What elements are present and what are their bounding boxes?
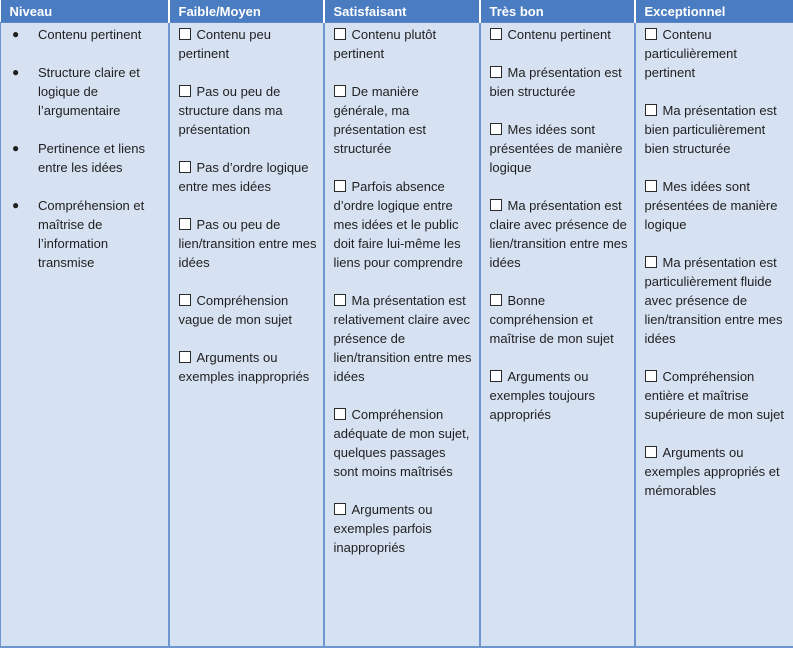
checkbox-icon[interactable] bbox=[179, 161, 191, 173]
checkbox-icon[interactable] bbox=[490, 123, 502, 135]
checkbox-icon[interactable] bbox=[645, 370, 657, 382]
exceptionnel-list bbox=[645, 25, 788, 500]
checkbox-label: Arguments ou exemples appropriés et mémorables bbox=[644, 445, 780, 498]
checkbox-label: Ma présentation est bien particulièrement bien structurée bbox=[644, 103, 777, 156]
checkbox-icon[interactable] bbox=[179, 28, 191, 40]
checkbox-item[interactable] bbox=[179, 348, 317, 386]
checkbox-label: Ma présentation est relativement claire avec présence de lien/transition entre mes idées bbox=[333, 293, 472, 384]
checkbox-icon[interactable] bbox=[490, 28, 502, 40]
checkbox-label: Parfois absence d’ordre logique entre mes idées et le public doit faire lui-même les liens pour comprendre bbox=[333, 179, 463, 270]
checkbox-label: Pas ou peu de lien/transition entre mes idées bbox=[178, 217, 317, 270]
header-satisfaisant: Satisfaisant bbox=[324, 0, 480, 23]
checkbox-icon[interactable] bbox=[490, 199, 502, 211]
checkbox-icon[interactable] bbox=[645, 104, 657, 116]
header-niveau: Niveau bbox=[1, 0, 169, 23]
satisfaisant-list bbox=[334, 25, 473, 557]
checkbox-label: Arguments ou exemples inappropriés bbox=[178, 350, 310, 384]
satisfaisant-cell bbox=[324, 23, 480, 648]
checkbox-label: Ma présentation est claire avec présence de lien/transition entre mes idées bbox=[489, 198, 628, 270]
header-tres-bon: Très bon bbox=[480, 0, 635, 23]
checkbox-item[interactable] bbox=[490, 196, 628, 272]
checkbox-icon[interactable] bbox=[179, 218, 191, 230]
checkbox-icon[interactable] bbox=[490, 66, 502, 78]
checkbox-icon[interactable] bbox=[179, 351, 191, 363]
checkbox-label: Ma présentation est particulièrement fluide avec présence de lien/transition entre mes idées bbox=[644, 255, 783, 346]
checkbox-item[interactable] bbox=[490, 63, 628, 101]
checkbox-item[interactable] bbox=[645, 25, 788, 82]
header-row bbox=[1, 0, 793, 23]
checkbox-label: Arguments ou exemples parfois inappropriés bbox=[333, 502, 433, 555]
checkbox-item[interactable] bbox=[334, 82, 473, 158]
checkbox-icon[interactable] bbox=[645, 180, 657, 192]
checkbox-label: Contenu peu pertinent bbox=[178, 27, 271, 61]
checkbox-label: Compréhension adéquate de mon sujet, quelques passages sont moins maîtrisés bbox=[333, 407, 470, 479]
checkbox-icon[interactable] bbox=[645, 28, 657, 40]
criteria-item bbox=[10, 63, 162, 120]
bullet-icon: ● bbox=[12, 27, 20, 41]
tres-bon-cell bbox=[480, 23, 635, 648]
checkbox-icon[interactable] bbox=[179, 85, 191, 97]
criteria-cell bbox=[1, 23, 169, 648]
criteria-text: Structure claire et logique de l’argumentaire bbox=[38, 65, 140, 118]
checkbox-item[interactable] bbox=[179, 82, 317, 139]
checkbox-label: De manière générale, ma présentation est structurée bbox=[333, 84, 427, 156]
checkbox-item[interactable] bbox=[334, 177, 473, 272]
criteria-item bbox=[10, 25, 162, 44]
checkbox-label: Mes idées sont présentées de manière logique bbox=[644, 179, 778, 232]
bullet-icon: ● bbox=[12, 65, 20, 79]
checkbox-icon[interactable] bbox=[645, 256, 657, 268]
checkbox-label: Contenu particulièrement pertinent bbox=[644, 27, 737, 80]
checkbox-item[interactable] bbox=[645, 177, 788, 234]
faible-moyen-cell bbox=[169, 23, 324, 648]
checkbox-label: Pas d’ordre logique entre mes idées bbox=[178, 160, 309, 194]
checkbox-item[interactable] bbox=[334, 291, 473, 386]
header-exceptionnel: Exceptionnel bbox=[635, 0, 793, 23]
checkbox-icon[interactable] bbox=[490, 370, 502, 382]
checkbox-item[interactable] bbox=[645, 253, 788, 348]
criteria-list bbox=[10, 25, 162, 272]
checkbox-icon[interactable] bbox=[179, 294, 191, 306]
checkbox-icon[interactable] bbox=[334, 503, 346, 515]
checkbox-item[interactable] bbox=[179, 215, 317, 272]
checkbox-item[interactable] bbox=[645, 443, 788, 500]
checkbox-icon[interactable] bbox=[490, 294, 502, 306]
criteria-text: Pertinence et liens entre les idées bbox=[38, 141, 145, 175]
tres-bon-list bbox=[490, 25, 628, 424]
criteria-item bbox=[10, 139, 162, 177]
checkbox-item[interactable] bbox=[334, 25, 473, 63]
checkbox-item[interactable] bbox=[179, 158, 317, 196]
checkbox-label: Compréhension entière et maîtrise supérieure de mon sujet bbox=[644, 369, 784, 422]
checkbox-item[interactable] bbox=[179, 25, 317, 63]
checkbox-label: Bonne compréhension et maîtrise de mon sujet bbox=[489, 293, 614, 346]
checkbox-icon[interactable] bbox=[334, 28, 346, 40]
checkbox-label: Pas ou peu de structure dans ma présentation bbox=[178, 84, 283, 137]
checkbox-item[interactable] bbox=[490, 367, 628, 424]
checkbox-item[interactable] bbox=[645, 367, 788, 424]
exceptionnel-cell bbox=[635, 23, 793, 648]
checkbox-label: Arguments ou exemples toujours appropriés bbox=[489, 369, 595, 422]
checkbox-item[interactable] bbox=[645, 101, 788, 158]
checkbox-label: Ma présentation est bien structurée bbox=[489, 65, 622, 99]
checkbox-label: Contenu pertinent bbox=[507, 27, 611, 42]
checkbox-item[interactable] bbox=[490, 25, 628, 44]
checkbox-label: Contenu plutôt pertinent bbox=[333, 27, 437, 61]
criteria-text: Compréhension et maîtrise de l’information transmise bbox=[38, 198, 145, 270]
checkbox-icon[interactable] bbox=[334, 408, 346, 420]
checkbox-label: Compréhension vague de mon sujet bbox=[178, 293, 292, 327]
checkbox-item[interactable] bbox=[490, 120, 628, 177]
criteria-text: Contenu pertinent bbox=[38, 27, 142, 42]
checkbox-item[interactable] bbox=[334, 405, 473, 481]
checkbox-item[interactable] bbox=[334, 500, 473, 557]
faible-moyen-list bbox=[179, 25, 317, 386]
rubric-row bbox=[1, 23, 793, 648]
checkbox-icon[interactable] bbox=[645, 446, 657, 458]
bullet-icon: ● bbox=[12, 198, 20, 212]
checkbox-icon[interactable] bbox=[334, 294, 346, 306]
checkbox-item[interactable] bbox=[490, 291, 628, 348]
checkbox-icon[interactable] bbox=[334, 85, 346, 97]
checkbox-label: Mes idées sont présentées de manière logique bbox=[489, 122, 623, 175]
checkbox-icon[interactable] bbox=[334, 180, 346, 192]
criteria-item bbox=[10, 196, 162, 272]
checkbox-item[interactable] bbox=[179, 291, 317, 329]
bullet-icon: ● bbox=[12, 141, 20, 155]
header-faible-moyen: Faible/Moyen bbox=[169, 0, 324, 23]
